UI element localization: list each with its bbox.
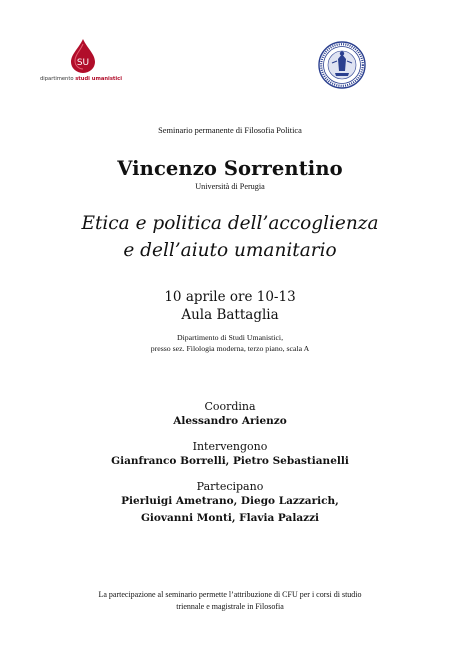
university-seal-icon: [318, 41, 366, 89]
logo-caption-bold: studi umanistici: [75, 76, 123, 82]
panel-role: Intervengono: [192, 440, 268, 453]
participants-names-line-2: Giovanni Monti, Flavia Palazzi: [140, 512, 320, 524]
speaker-name: Vincenzo Sorrentino: [117, 157, 343, 180]
talk-title-line-1: Etica e politica dell’accoglienza: [81, 213, 379, 234]
footer-note-line-1: La partecipazione al seminario permette l’attribuzione di CFU per i corsi di studio: [98, 590, 362, 599]
talk-title-line-2: e dell’aiuto umanitario: [123, 240, 337, 261]
address-line-1: Dipartimento di Studi Umanistici,: [176, 333, 284, 342]
department-logo-caption: [40, 76, 150, 82]
participants-names-line-1: Pierluigi Ametrano, Diego Lazzarich,: [121, 495, 339, 507]
speaker-affiliation: Università di Perugia: [195, 182, 265, 191]
panel-names: Gianfranco Borrelli, Pietro Sebastianelli: [111, 455, 349, 467]
logo-monogram: SU: [76, 58, 90, 68]
address-line-2: presso sez. Filologia moderna, terzo piano, scala A: [150, 344, 310, 353]
event-date-time: 10 aprile ore 10-13: [164, 289, 296, 305]
drop-logo-icon: [70, 38, 96, 74]
seminar-series: Seminario permanente di Filosofia Politica: [158, 126, 302, 135]
coordinator-names: Alessandro Arienzo: [173, 415, 287, 427]
event-room: Aula Battaglia: [181, 307, 279, 323]
coordinator-role: Coordina: [204, 400, 256, 413]
participants-role: Partecipano: [196, 480, 264, 493]
department-logo: [34, 38, 144, 88]
logo-caption-prefix: dipartimento: [40, 76, 76, 82]
footer-note-line-2: triennale e magistrale in Filosofia: [176, 602, 284, 611]
